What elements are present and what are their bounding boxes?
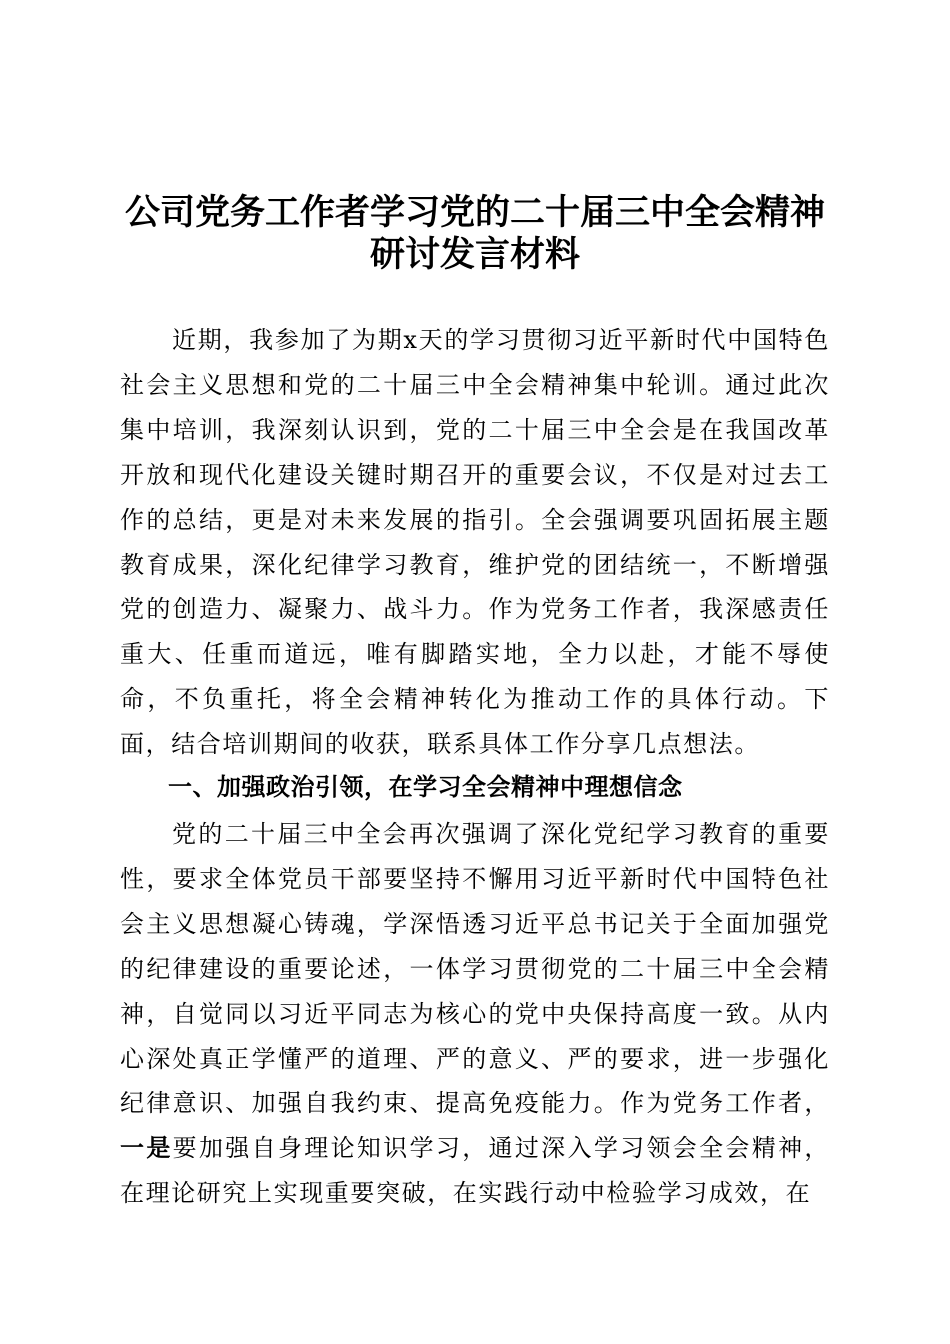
section1-paragraph-text-b: 要加强自身理论知识学习，通过深入学习领会全会精神，在理论研究上实现重要突破，在实践行动中检验学习成效，在 bbox=[120, 1134, 831, 1208]
document-title-line1: 公司党务工作者学习党的二十届三中全会精神 bbox=[124, 193, 825, 233]
section1-heading: 一、加强政治引领，在学习全会精神中理想信念 bbox=[168, 773, 683, 801]
section1-paragraph bbox=[120, 812, 830, 1216]
document-title-line2: 研讨发言材料 bbox=[369, 235, 580, 275]
intro-paragraph: 近期，我参加了为期x天的学习贯彻习近平新时代中国特色社会主义思想和党的二十届三中全会精神集中轮训。通过此次集中培训，我深刻认识到，党的二十届三中全会是在我国改革开放和现代化建设关键时期召开的重要会议，不仅是对过去工作的总结，更是对未来发展的指引。全会强调要巩固拓展主题教育成果，深化纪律学习教育，维护党的团结统一，不断增强党的创造力、凝聚力、战斗力。作为党务工作者，我深感责任重大、任重而道远，唯有脚踏实地，全力以赴，才能不辱使命，不负重托，将全会精神转化为推动工作的具体行动。下面，结合培训期间的收获，联系具体工作分享几点想法。 bbox=[120, 326, 830, 759]
section1-point-one-label: 一是 bbox=[120, 1134, 173, 1163]
section1-paragraph-text-a: 党的二十届三中全会再次强调了深化党纪学习教育的重要性，要求全体党员干部要坚持不懈用习近平新时代中国特色社会主义思想凝心铸魂，学深悟透习近平总书记关于全面加强党的纪律建设的重要论述，一体学习贯彻党的二十届三中全会精神，自觉同以习近平同志为核心的党中央保持高度一致。从内心深处真正学懂严的道理、严的意义、严的要求，进一步强化纪律意识、加强自我约束、提高免疫能力。作为党务工作者， bbox=[120, 820, 830, 1118]
